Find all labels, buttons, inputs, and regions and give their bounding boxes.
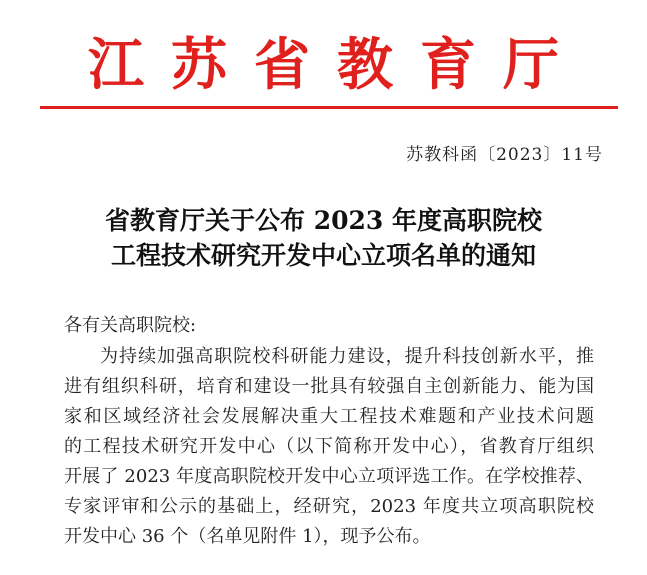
body-line: 开发中心 36 个（名单见附件 1），现予公布。 xyxy=(64,526,431,547)
body-line: 家和区域经济社会发展解决重大工程技术难题和产业技术问题 xyxy=(64,406,594,427)
salutation: 各有关高职院校: xyxy=(64,315,197,336)
document-title-line-2: 工程技术研究开发中心立项名单的通知 xyxy=(110,241,536,270)
document-title-line-1: 省教育厅关于公布 2023 年度高职院校 xyxy=(105,206,542,235)
document-number: 苏教科函〔2023〕11号 xyxy=(406,145,603,165)
body-line: 为持续加强高职院校科研能力建设，提升科技创新水平，推 xyxy=(100,346,594,367)
body-line: 专家评审和公示的基础上，经研究，2023 年度共立项高职院校 xyxy=(64,496,594,517)
body-line: 的工程技术研究开发中心（以下简称开发中心），省教育厅组织 xyxy=(64,436,594,457)
body-paragraph xyxy=(64,342,594,552)
body-line: 开展了 2023 年度高职院校开发中心立项评选工作。在学校推荐、 xyxy=(64,466,594,487)
issuer-header: 江苏省教育厅 xyxy=(88,33,586,98)
red-divider-line xyxy=(40,106,618,109)
body-line: 进有组织科研，培育和建设一批具有较强自主创新能力、能为国 xyxy=(64,376,594,397)
